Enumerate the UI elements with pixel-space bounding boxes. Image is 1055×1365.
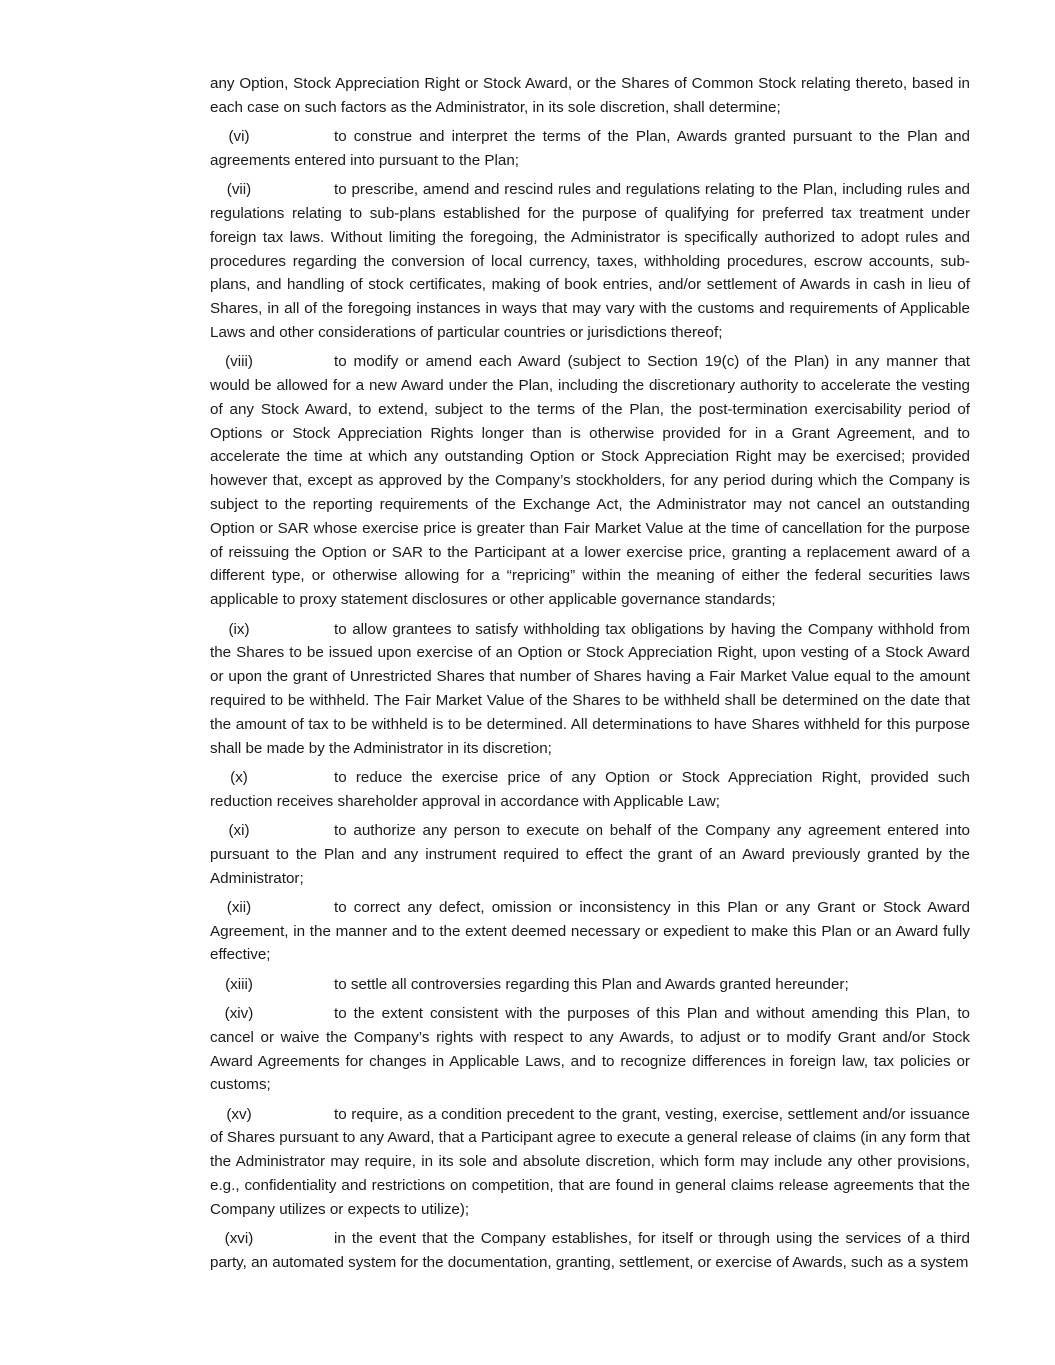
- list-item: [210, 973, 970, 997]
- list-item: [210, 819, 970, 890]
- item-text: to allow grantees to satisfy withholding tax obligations by having the Company withhold from the Shares to be issued upon exercise of an Option or Stock Appreciation Right, upon vesting of a Stock Award or upon the grant of Unrestricted Shares that number of Shares having a Fair Market Value equal to the amount required to be withheld. The Fair Market Value of the Shares to be withheld shall be determined on the date that the amount of tax to be withheld is to be determined. All determinations to have Shares withheld for this purpose shall be made by the Administrator in its discretion;: [210, 620, 970, 757]
- list-item: [210, 766, 970, 814]
- item-number: (xii): [226, 898, 252, 916]
- item-number: (vii): [226, 181, 252, 199]
- list-item: [210, 896, 970, 967]
- item-text: in the event that the Company establishes, for itself or through using the services of a third party, an automated system for the documentation, granting, settlement, or exercise of Awards, such as a system: [210, 1230, 970, 1271]
- list-item: [210, 1103, 970, 1222]
- item-number: (viii): [225, 353, 253, 371]
- item-number: (xiv): [224, 1004, 254, 1022]
- item-text: to modify or amend each Award (subject to Section 19(c) of the Plan) in any manner that would be allowed for a new Award under the Plan, including the discretionary authority to accelerate the vesting of any Stock Award, to extend, subject to the terms of the Plan, the post-termination exercisability period of Options or Stock Appreciation Rights longer than is otherwise provided for in a Grant Agreement, and to accelerate the time at which any outstanding Option or Stock Appreciation Right may be exercised; provided however that, except as approved by the Company’s stockholders, for any period during which the Company is subject to the reporting requirements of the Exchange Act, the Administrator may not cancel an outstanding Option or SAR whose exercise price is greater than Fair Market Value at the time of cancellation for the purpose of reissuing the Option or SAR to the Participant at a lower exercise price, granting a replacement award of a different type, or otherwise allowing for a “repricing” within the meaning of either the federal securities laws applicable to proxy statement disclosures or other applicable governance standards;: [210, 353, 970, 609]
- item-text: to require, as a condition precedent to the grant, vesting, exercise, settlement and/or issuance of Shares pursuant to any Award, that a Participant agree to execute a general release of claims (in any form that the Administrator may require, in its sole and absolute discretion, which form may include any other provisions, e.g., confidentiality and restrictions on competition, that are found in general claims release agreements that the Company utilizes or expects to utilize);: [210, 1105, 970, 1218]
- item-number: (x): [230, 768, 248, 786]
- item-text: to authorize any person to execute on behalf of the Company any agreement entered into pursuant to the Plan and any instrument required to effect the grant of an Award previously granted by the Administrator;: [210, 821, 970, 887]
- document-page: [210, 72, 970, 1280]
- item-text: to construe and interpret the terms of the Plan, Awards granted pursuant to the Plan and agreements entered into pursuant to the Plan;: [210, 128, 970, 169]
- list-item: [210, 1002, 970, 1097]
- item-number: (vi): [228, 128, 250, 146]
- item-number: (xi): [228, 821, 250, 839]
- list-item: [210, 178, 970, 345]
- item-text: to the extent consistent with the purposes of this Plan and without amending this Plan, to cancel or waive the Company’s rights with respect to any Awards, to adjust or to modify Grant and/or Stock Award Agreements for changes in Applicable Laws, and to recognize differences in foreign law, tax policies or customs;: [210, 1004, 970, 1094]
- list-item: [210, 618, 970, 761]
- item-number: (xiii): [225, 975, 253, 993]
- item-number: (xvi): [224, 1230, 254, 1248]
- item-number: (xv): [226, 1105, 252, 1123]
- list-item: [210, 1227, 970, 1275]
- item-number: (ix): [228, 620, 250, 638]
- continuation-paragraph: any Option, Stock Appreciation Right or Stock Award, or the Shares of Common Stock relating thereto, based in each case on such factors as the Administrator, in its sole discretion, shall determine;: [210, 75, 970, 116]
- item-text: to settle all controversies regarding this Plan and Awards granted hereunder;: [334, 975, 849, 993]
- item-text: to reduce the exercise price of any Option or Stock Appreciation Right, provided such reduction receives shareholder approval in accordance with Applicable Law;: [210, 768, 970, 810]
- item-text: to prescribe, amend and rescind rules and regulations relating to the Plan, including rules and regulations relating to sub-plans established for the purpose of qualifying for preferred tax treatment under foreign tax laws. Without limiting the foregoing, the Administrator is specifically authorized to adopt rules and procedures regarding the conversion of local currency, taxes, withholding procedures, escrow accounts, sub-plans, and handling of stock certificates, making of book entries, and/or settlement of Awards in cash in lieu of Shares, in all of the foregoing instances in ways that may vary with the customs and requirements of Applicable Laws and other considerations of particular countries or jurisdictions thereof;: [210, 181, 970, 341]
- list-item: [210, 125, 970, 173]
- list-item: [210, 350, 970, 612]
- item-text: to correct any defect, omission or inconsistency in this Plan or any Grant or Stock Award Agreement, in the manner and to the extent deemed necessary or expedient to make this Plan or an Award fully effective;: [210, 898, 970, 964]
